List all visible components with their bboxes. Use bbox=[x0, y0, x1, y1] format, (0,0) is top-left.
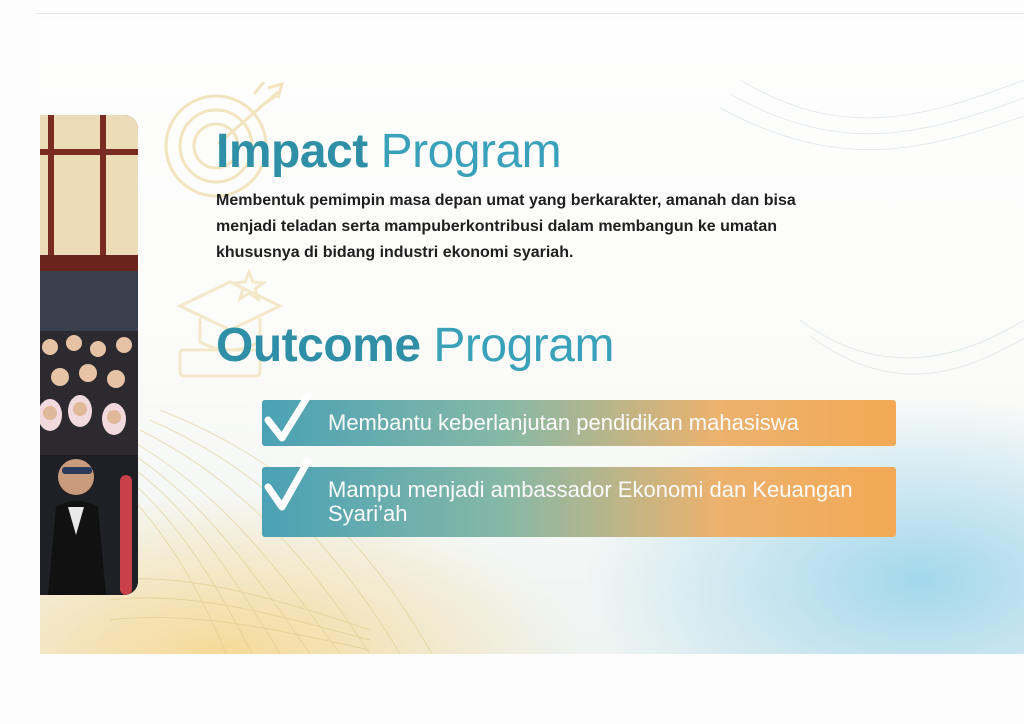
impact-title bbox=[216, 124, 561, 180]
outcome-title-light: Program bbox=[433, 319, 614, 372]
impact-description: Membentuk pemimpin masa depan umat yang berkarakter, amanah dan bisa menjadi teladan serta mampuberkontribusi dalam membangun ke umatan khususnya di bidang industri ekonomi syariah. bbox=[216, 192, 796, 261]
outcome-item-text: Membantu keberlanjutan pendidikan mahasiswa bbox=[328, 410, 799, 435]
check-icon bbox=[262, 390, 312, 446]
outcome-item bbox=[262, 467, 896, 537]
impact-title-bold: Impact bbox=[216, 125, 368, 178]
outcome-title bbox=[216, 318, 614, 374]
outcome-item-text: Mampu menjadi ambassador Ekonomi dan Keuangan Syari’ah bbox=[328, 477, 853, 526]
outcome-title-bold: Outcome bbox=[216, 319, 421, 372]
outcome-item bbox=[262, 400, 896, 446]
scan-border bbox=[36, 13, 1024, 14]
check-icon bbox=[262, 455, 312, 515]
slide bbox=[40, 20, 1024, 654]
impact-title-light: Program bbox=[380, 125, 562, 178]
event-photo bbox=[40, 115, 138, 595]
